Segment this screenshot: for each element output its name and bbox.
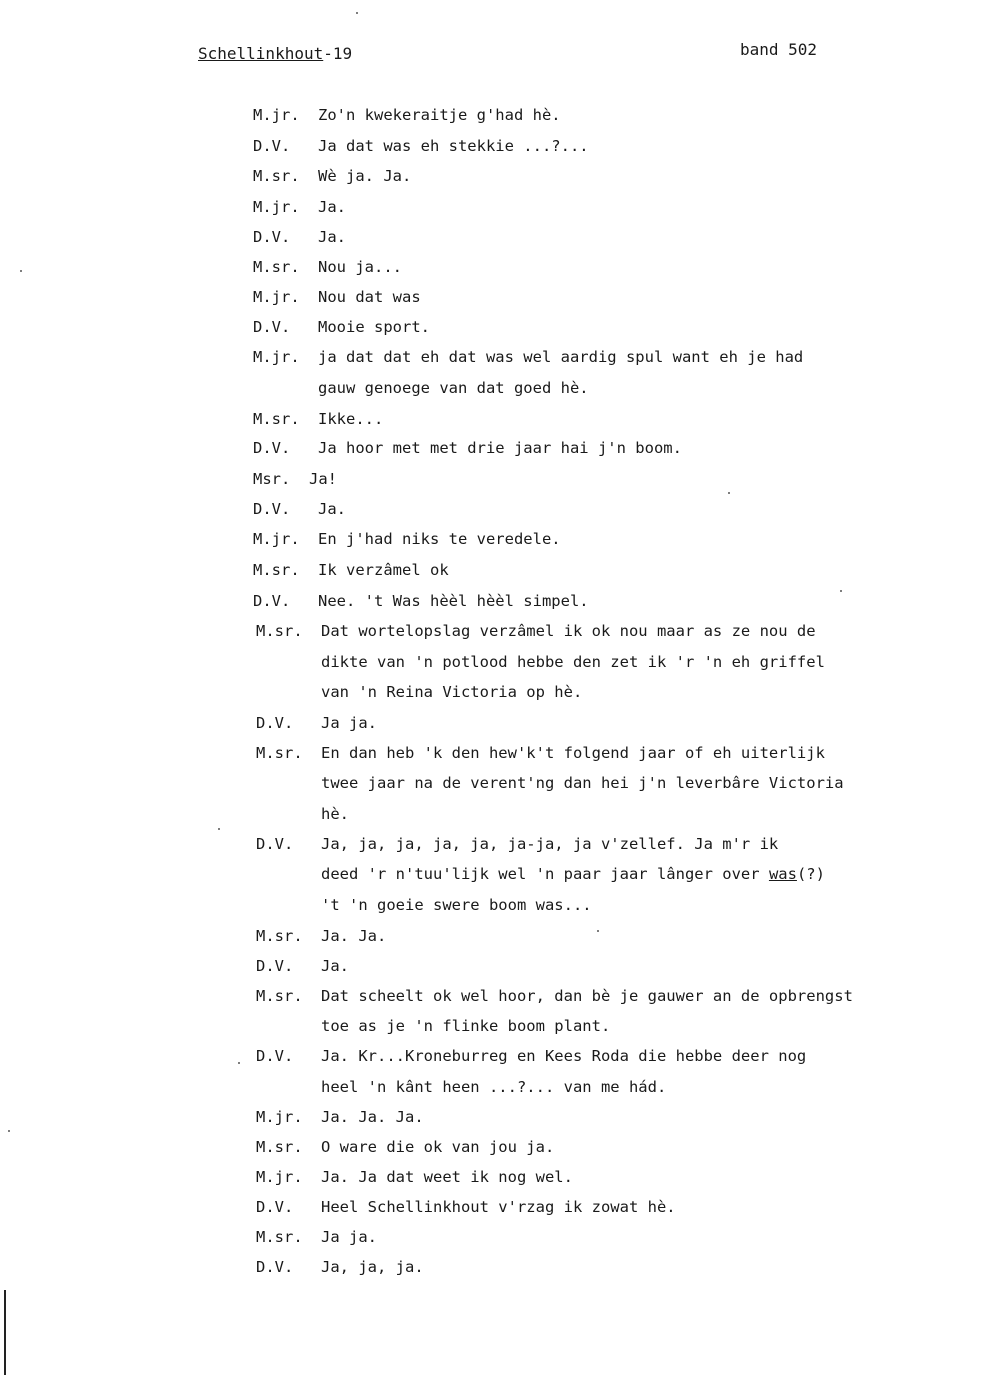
utterance-text — [318, 228, 346, 246]
utterance-text — [321, 1198, 676, 1216]
utterance-body: 't 'n goeie swere boom was... — [321, 896, 592, 914]
utterance-text — [321, 622, 816, 640]
utterance-text — [318, 198, 346, 216]
page-header-right: band 502 — [740, 40, 818, 59]
utterance-body: Zo'n kwekeraitje g'had hè. — [318, 106, 561, 124]
speaker-label: M.jr. — [253, 348, 300, 366]
speaker-label: M.jr. — [256, 1168, 303, 1186]
utterance-text — [321, 1078, 666, 1096]
speaker-label: D.V. — [256, 957, 294, 975]
utterance-body: Ja ja. — [321, 714, 377, 732]
utterance-text — [321, 1168, 573, 1186]
utterance-body: gauw genoege van dat goed hè. — [318, 379, 589, 397]
utterance-text — [318, 106, 561, 124]
utterance-body: Ik verzâmel ok — [318, 561, 449, 579]
utterance-text — [318, 137, 589, 155]
utterance-body: Heel Schellinkhout v'rzag ik zowat hè. — [321, 1198, 676, 1216]
utterance-text — [321, 896, 592, 914]
speaker-label: M.sr. — [256, 1228, 303, 1246]
utterance-body: Ja. Ja. — [321, 927, 387, 945]
speaker-label: M.sr. — [256, 1138, 303, 1156]
utterance-text — [318, 561, 449, 579]
utterance-body: van 'n Reina Victoria op hè. — [321, 683, 583, 701]
speaker-label: M.sr. — [253, 258, 300, 276]
utterance-text — [321, 1017, 610, 1035]
utterance-text — [321, 744, 825, 762]
speaker-label: D.V. — [256, 1198, 294, 1216]
utterance-body: Nou dat was — [318, 288, 421, 306]
scan-speck — [238, 1062, 240, 1064]
utterance-body: Ja. Ja dat weet ik nog wel. — [321, 1168, 573, 1186]
utterance-body: toe as je 'n flinke boom plant. — [321, 1017, 611, 1035]
utterance-body: ja dat dat eh dat was wel aardig spul want eh je had — [318, 348, 804, 366]
utterance-text — [318, 348, 803, 366]
utterance-body: Nee. 't Was hèèl hèèl simpel. — [318, 592, 589, 610]
utterance-text — [321, 805, 349, 823]
utterance-text — [321, 683, 582, 701]
utterance-body: Wè ja. Ja. — [318, 167, 412, 185]
utterance-text — [321, 1258, 424, 1276]
utterance-body: Ja dat was eh stekkie ...?... — [318, 137, 589, 155]
speaker-label: M.jr. — [253, 106, 300, 124]
scan-speck — [728, 492, 730, 494]
utterance-text — [321, 957, 349, 975]
utterance-text — [321, 865, 825, 883]
utterance-text — [318, 592, 589, 610]
utterance-body: dikte van 'n potlood hebbe den zet ik 'r 'n eh griffel — [321, 653, 825, 671]
speaker-label: D.V. — [256, 714, 294, 732]
utterance-text — [309, 470, 337, 488]
speaker-label: M.jr. — [256, 1108, 303, 1126]
speaker-label: M.jr. — [253, 198, 300, 216]
margin-mark — [4, 1290, 6, 1375]
speaker-label: D.V. — [253, 592, 291, 610]
utterance-text — [318, 318, 430, 336]
utterance-body: Ja. — [321, 957, 349, 975]
utterance-body: Ja ja. — [321, 1228, 377, 1246]
utterance-text — [318, 167, 411, 185]
speaker-label: Msr. — [253, 470, 291, 488]
utterance-body: O ware die ok van jou ja. — [321, 1138, 555, 1156]
speaker-label: D.V. — [253, 228, 291, 246]
utterance-text — [321, 1138, 554, 1156]
utterance-body: twee jaar na de verent'ng dan hei j'n leverbâre Victoria — [321, 774, 844, 792]
speaker-label: M.sr. — [256, 927, 303, 945]
utterance-body: hè. — [321, 805, 349, 823]
utterance-text — [321, 927, 386, 945]
utterance-suffix: (?) — [796, 865, 825, 883]
utterance-body: Ja. — [318, 228, 346, 246]
utterance-text — [321, 835, 778, 853]
utterance-text — [318, 530, 561, 548]
utterance-body: deed 'r n'tuu'lijk wel 'n paar jaar lânger over — [321, 865, 769, 883]
speaker-label: M.sr. — [253, 561, 300, 579]
utterance-text — [318, 258, 402, 276]
speaker-label: D.V. — [256, 1258, 294, 1276]
utterance-text — [321, 1228, 377, 1246]
speaker-label: M.jr. — [253, 530, 300, 548]
utterance-text — [318, 439, 682, 457]
utterance-text — [318, 288, 421, 306]
speaker-label: D.V. — [253, 137, 291, 155]
utterance-text — [321, 1047, 806, 1065]
scan-speck — [597, 930, 599, 932]
speaker-label: M.sr. — [256, 622, 303, 640]
utterance-text — [318, 500, 346, 518]
utterance-body: Dat scheelt ok wel hoor, dan bè je gauwer an de opbrengst — [321, 987, 853, 1005]
utterance-body: Ja. Kr...Kroneburreg en Kees Roda die hebbe deer nog — [321, 1047, 807, 1065]
speaker-label: D.V. — [253, 318, 291, 336]
utterance-body: Ja, ja, ja, ja, ja, ja-ja, ja v'zellef. Ja m'r ik — [321, 835, 779, 853]
utterance-body: En j'had niks te veredele. — [318, 530, 561, 548]
utterance-body: Nou ja... — [318, 258, 402, 276]
page-header-left — [198, 44, 352, 63]
speaker-label: M.sr. — [253, 167, 300, 185]
speaker-label: D.V. — [256, 1047, 294, 1065]
scan-speck — [8, 1130, 10, 1132]
speaker-label: D.V. — [253, 500, 291, 518]
speaker-label: M.jr. — [253, 288, 300, 306]
utterance-body: Ja. Ja. Ja. — [321, 1108, 424, 1126]
utterance-body: Ja. — [318, 198, 346, 216]
utterance-text — [318, 410, 383, 428]
speaker-label: D.V. — [253, 439, 291, 457]
utterance-body: Dat wortelopslag verzâmel ik ok nou maar as ze nou de — [321, 622, 816, 640]
speaker-label: M.sr. — [256, 744, 303, 762]
utterance-body: Ja, ja, ja. — [321, 1258, 424, 1276]
utterance-text — [321, 987, 853, 1005]
utterance-text — [321, 1108, 424, 1126]
utterance-body: Ja hoor met met drie jaar hai j'n boom. — [318, 439, 682, 457]
utterance-body: Ja! — [309, 470, 337, 488]
header-place: Schellinkhout — [198, 44, 324, 63]
utterance-body: Ikke... — [318, 410, 384, 428]
scan-speck — [840, 590, 842, 592]
scan-speck — [218, 828, 220, 830]
utterance-body: Ja. — [318, 500, 346, 518]
scan-speck — [356, 12, 358, 14]
utterance-text — [321, 653, 825, 671]
speaker-label: D.V. — [256, 835, 294, 853]
utterance-text — [321, 714, 377, 732]
header-number: -19 — [323, 44, 353, 63]
utterance-body: En dan heb 'k den hew'k't folgend jaar of eh uiterlijk — [321, 744, 825, 762]
scan-speck — [20, 270, 22, 272]
utterance-body: Mooie sport. — [318, 318, 430, 336]
utterance-text — [321, 774, 844, 792]
underlined-word: was — [768, 865, 797, 883]
speaker-label: M.sr. — [256, 987, 303, 1005]
speaker-label: M.sr. — [253, 410, 300, 428]
utterance-text — [318, 379, 589, 397]
utterance-body: heel 'n kânt heen ...?... van me hád. — [321, 1078, 667, 1096]
